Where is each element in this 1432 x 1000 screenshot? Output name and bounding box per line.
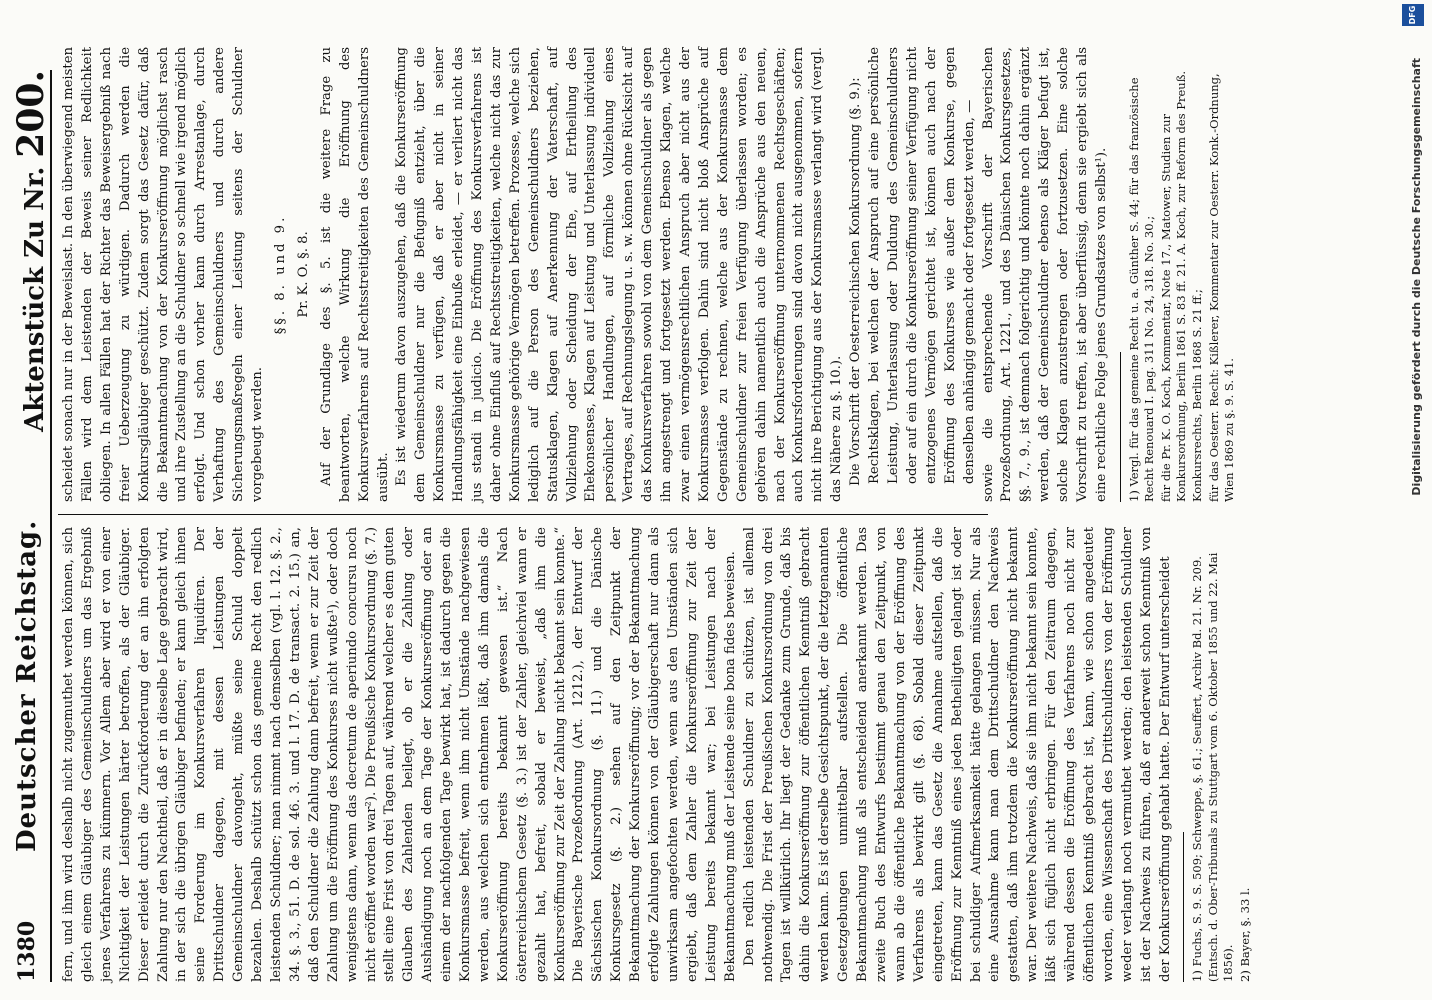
footnotes [1127, 47, 1237, 502]
page-header [8, 70, 52, 982]
paragraph: Den redlich leistenden Schuldner zu schützen, ist allemal nothwendig. Die Frist der Preußischen Konkursordnung von drei Tagen ist willkürlich. Ihr liegt der Gedanke zum Grunde, daß bis dahin die Konkurseröffnung zur öffentlichen Kenntniß gebracht werden kann. Es ist derselbe Gesichtspunkt, der die letztgenannten Gesetzgebungen unmittelbar aufstellen. Die öffentliche Bekanntmachung muß als entscheidend anerkannt werden. Das zweite Buch des Entwurfs bestimmt genau den Zeitpunkt, von wann ab die öffentliche Bekanntmachung von der Eröffnung des Verfahrens als bewirkt gilt (§. 68). Sobald dieser Zeitpunkt eingetreten, kann das Gesetz die Annahme aufstellen, daß die Eröffnung zur Kenntniß eines jeden Betheiligten gelangt ist oder bei schuldiger Aufmerksamkeit hätte gelangen müssen. Nur als eine Ausnahme kann man dem Drittschuldner den Nachweis gestatten, daß ihm trotzdem die Konkurseröffnung nicht bekannt war. Der weitere Nachweis, daß sie ihm nicht bekannt sein konnte, läßt sich füglich nicht erbringen. Für den Zeitraum dagegen, während dessen die Eröffnung des Verfahrens noch nicht zur öffentlichen Kenntniß gebracht ist, kann, wie schon angedeutet worden, eine Wissenschaft des Drittschuldners von der Eröffnung weder verlangt noch vermuthet werden; den leistenden Schuldner ist der Nachweis zu führen, daß er anderweit schon Kenntniß von der Konkurseröffnung gehabt hatte. Der Entwurf unterscheidet [741, 527, 1173, 982]
section-subheading: Pr. K. O. §. 8. [295, 231, 311, 318]
footnote: 2) Bayer, §. 33 l. [1238, 887, 1253, 982]
footnote: 1) Fuchs, S. 9. S. 509; Schweppe, §. 61.; Seuffert, Archiv Bd. 21. Nr. 209. (Entsch. d. Ober-Tribunals zu Stuttgart vom 6. Oktober 1855 und 22. Mai 1856). [1190, 552, 1235, 982]
quoted-provision: Rechtsklagen, bei welchen der Anspruch auf eine persönliche Leistung, Unterlassung oder Duldung des Gemeinschuldners oder auf ein durch die Konkurseröffnung seiner Verfügung nicht entzogenes Vermögen gerichtet ist, können auch nach der Eröffnung des Konkurses wie außer dem Konkurse, gegen denselben anhängig gemacht oder fortgesetzt werden, — [867, 47, 977, 484]
footnote: 1) Vergl. für das gemeine Recht u. a. Günther S. 44; für das französische Recht Renouard I. pag. 311 No. 24, 318. No. 30.; [1126, 77, 1157, 502]
left-column [60, 527, 1255, 982]
reference-number: 200. [10, 70, 52, 158]
footnote: für die Pr. K. O. Koch, Kommentar, Note 17., Matower, Studien zur Konkursordnung, Berlin 1861 S. 83 ff. 21. A. Koch, zur Reform des Preuß. Konkursrechts, Berlin 1868 S. 21 ff.; [1159, 70, 1204, 502]
paragraph: scheidet sonach nur in der Beweislast. In den überwiegend meisten Fällen wird dem Leistenden der Beweis seiner Redlichkeit obliegen. In allen Fällen hat der Richter das Beweisergebniß nach freier Ueberzeugung zu würdigen. Dadurch werden die Konkursgläubiger geschützt. Zudem sorgt das Gesetz dafür, daß die Bekanntmachung von der Konkurseröffnung möglichst rasch und ihre Zustellung an die Schuldner so schnell wie irgend möglich erfolgt. Und schon vorher kann durch Arrestanlage, durch Verhaftung des Gemeinschuldners und durch andere Sicherungsmaßregeln einer Leistung seitens der Schuldner vorgebeugt werden. [61, 47, 266, 502]
header-rule [50, 70, 52, 982]
page-title: Deutscher Reichstag. [12, 519, 42, 852]
document-reference [10, 70, 52, 432]
paragraph: sowie die entsprechende Vorschrift der Bayerischen Prozeßordnung, Art. 1221., und des Dänischen Konkursgesetzes, §§. 7., 9., ist demnach folgerichtig und könnte noch dahin ergänzt werden, daß der Gemeinschuldner ebenso als Kläger befugt ist, solche Klagen anzustrengen oder fortzusetzen. Eine solche Vorschrift zu treffen, ist aber überflüssig, denn sie ergiebt sich als eine rechtliche Folge jenes Grundsatzes von selbst¹). [980, 47, 1109, 502]
page-number: 1380 [14, 920, 40, 982]
digitization-text: Digitalisierung gefördert durch die Deutsche Forschungsgemeinschaft [1410, 58, 1423, 496]
section-heading: §§. 8. und 9. [272, 214, 288, 335]
paragraph: fern, und ihm wird deshalb nicht zugemuthet werden können, sich gleich einem Gläubiger des Gemeinschuldners um das Ergebniß jenes Verfahrens zu kümmern. Vor Allem aber wird er von einer Nichtigkeit der Leistungen härter betroffen, als der Gläubiger. Dieser erleidet durch die Zurückforderung der an ihn erfolgten Zahlung nur den Nachtheil, daß er in dieselbe Lage gebracht wird, in der sich die übrigen Gläubiger befinden; er kann gleich ihnen seine Forderung im Konkursverfahren liquidiren. Der Drittschuldner dagegen, mit dessen Leistungen der Gemeinschuldner davongeht, müßte seine Schuld doppelt bezahlen. Deshalb schützt schon das gemeine Recht den redlich leistenden Schuldner; man nimmt nach demselben (vgl. l. 12. §. 2., 34. §. 3., 51. D. de sol. 46. 3. und l. 17. D. de transact. 2. 15.) an, daß den Schuldner die Zahlung dann befreit, wenn er zur Zeit der Zahlung um die Eröffnung des Konkurses nicht wußte¹), oder doch wenigstens dann, wenn das decretum de aperiundo concursu noch nicht eröffnet worden war²). Die Preußische Konkursordnung (§. 7.) stellt eine Frist von drei Tagen auf, während welcher es dem guten Glauben des Zahlenden beilegt, ob er die Zahlung oder Aushändigung noch an dem Tage der Konkurseröffnung oder an einem der nachfolgenden Tage bewirkt hat, ist dadurch gegen die Konkursmasse befreit, wenn ihm nicht Umstände nachgewiesen werden, aus welchen sich entnehmen läßt, daß ihm damals die Konkurseröffnung bereits bekannt gewesen ist.“ Nach österreichischem Gesetz (§. 3.) ist der Zahler, gleichviel wann er gezahlt hat, befreit, sobald er beweist, „daß ihm die Konkurseröffnung zur Zeit der Zahlung nicht bekannt sein konnte.“ Die Bayerische Prozeßordnung (Art. 1212.), der Entwurf der Sächsischen Konkursordnung (§. 11.) und die Dänische Konkursgesetz (§. 2.) sehen auf den Zeitpunkt der Bekanntmachung der Konkurseröffnung; vor der Bekanntmachung erfolgte Zahlungen können von der Gläubigerschaft nur dann als unwirksam angefochten werden, wenn aus den Umständen sich ergiebt, daß dem Zahler die Konkurseröffnung zur Zeit der Leistung bereits bekannt war; bei Leistungen nach der Bekanntmachung muß der Leistende seine bona fides beweisen. [61, 527, 738, 982]
column-divider [58, 514, 988, 515]
dfg-logo: DFG [1402, 4, 1424, 26]
paragraph: Die Vorschrift der Oesterreichischen Konkursordnung (§. 9.): [848, 77, 864, 486]
reference-prefix: Aktenstück Zu Nr. [20, 166, 50, 432]
paragraph: Auf der Grundlage des §. 5. ist die weitere Frage zu beantworten, welche Wirkung die Eröffnung des Konkursverfahrens auf Rechtsstreitigkeiten des Gemeinschuldners ausübt. [318, 47, 391, 502]
footnote-rule [1183, 832, 1184, 982]
paragraph: Es ist wiederum davon auszugehen, daß die Konkurseröffnung dem Gemeinschuldner nur die Befugniß entzieht, über die Konkursmasse zu verfügen, daß er aber nicht in seiner Handlungsfähigkeit eine Einbuße erleidet, — er verliert nicht das jus standi in judicio. Die Eröffnung des Konkursverfahrens ist daher ohne Einfluß auf Rechtsstreitigkeiten, welche nicht das zur Konkursmasse gehörige Vermögen betreffen. Prozesse, welche sich lediglich auf die Person des Gemeinschuldners beziehen, Statusklagen, Klagen auf Anerkennung der Vaterschaft, auf Vollziehung oder Scheidung der Ehe, auf Ertheilung des Ehekonsenses, Klagen auf Leistung und Unterlassung individuell persönlicher Handlungen, auf förmliche Vollziehung eines Vertrages, auf Rechnungslegung u. s. w. können ohne Rücksicht auf das Konkursverfahren sowohl von dem Gemeinschuldner als gegen ihn angestrengt und fortgesetzt werden. Ebenso Klagen, welche zwar einen vermögensrechtlichen Anspruch aber nicht aus der Konkursmasse verfolgen. Dahin sind nicht bloß Ansprüche auf Gegenstände zu rechnen, welche aus der Konkursmasse dem Gemeinschuldner zur freien Verfügung überlassen worden; es gehören dahin namentlich auch die Ansprüche aus den neuen, nach der Konkurseröffnung unternommenen Rechtsgeschäften; auch Konkursforderungen sind davon nicht ausgenommen, sofern nicht ihre Berichtigung aus der Konkursmasse verlangt wird (vergl. das Nähere zu §. 10.). [394, 47, 845, 502]
right-column [60, 47, 1239, 502]
footnote-rule [1120, 352, 1121, 502]
footnote: für das Oesterr. Recht: Kißlerer, Kommentar zur Oesterr. Konk.-Ordnung, Wien 1869 zu §. 9. S. 41. [1206, 73, 1237, 502]
footnotes [1190, 527, 1253, 982]
